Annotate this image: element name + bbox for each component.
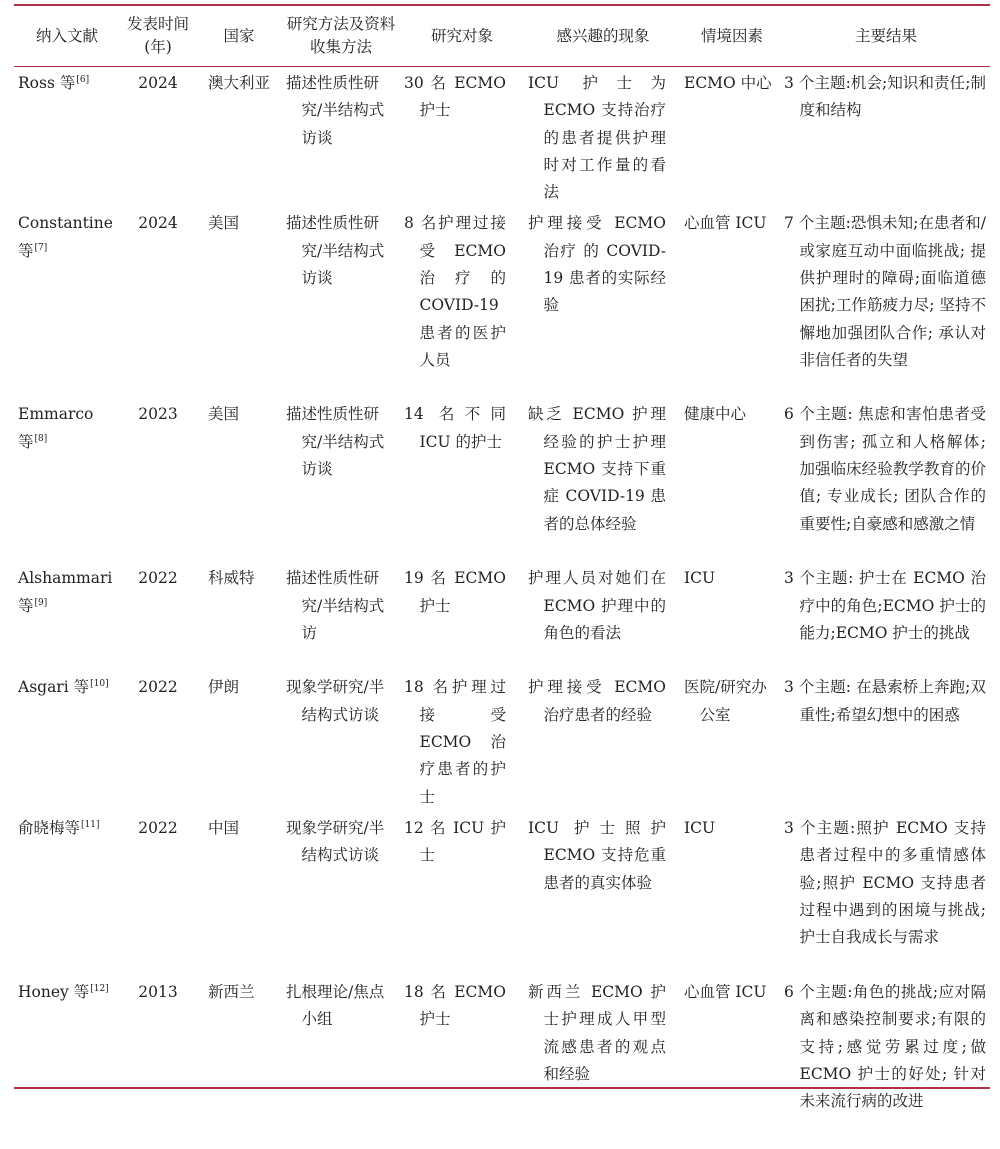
header-ref: 纳入文献 <box>35 26 98 45</box>
ref-cell: Asgari 等[10] <box>18 678 109 697</box>
ref-cell: 俞晓梅等[11] <box>18 818 100 837</box>
phenomenon-cell: 新西兰 ECMO 护士护理成人甲型流感患者的观点和经验 <box>528 982 666 1083</box>
citation-number: [11] <box>81 819 100 830</box>
citation-number: [6] <box>76 74 90 85</box>
ref-cell: Ross 等[6] <box>18 74 90 92</box>
citation-number: [7] <box>34 242 48 253</box>
phenomenon-cell: ICU 护士为 ECMO 支持治疗的患者提供护理时对工作量的看法 <box>528 74 666 202</box>
context-cell: 心血管 ICU <box>684 982 767 1001</box>
subjects-cell: 14 名不同 ICU 的护士 <box>404 405 506 451</box>
method-cell: 描述性质性研究/半结构式访 <box>286 569 385 643</box>
results-cell: 6 个主题:角色的挑战;应对隔离和感染控制要求;有限的支持;感觉劳累过度;做 ECMO 护士的好处; 针对未来流行病的改进 <box>784 982 986 1111</box>
citation-number: [10] <box>90 679 109 690</box>
table-row <box>14 561 990 670</box>
results-cell: 3 个主题:照护 ECMO 支持患者过程中的多重情感体验;照护 ECMO 支持患者过程中遇到的困境与挑战; 护士自我成长与需求 <box>784 818 986 947</box>
literature-table <box>14 6 990 1149</box>
subjects-cell: 12 名 ICU 护士 <box>404 818 506 865</box>
header-year: 发表时间(年) <box>126 15 189 56</box>
context-cell: ICU <box>684 569 716 588</box>
context-cell: 医院/研究办公室 <box>684 678 767 724</box>
year-cell: 2024 <box>138 214 178 233</box>
phenomenon-cell: 护理接受 ECMO 治疗患者的经验 <box>528 678 666 724</box>
citation-number: [8] <box>34 433 48 444</box>
results-cell: 3 个主题: 护士在 ECMO 治疗中的角色;ECMO 护士的能力;ECMO 护士的挑战 <box>784 569 986 643</box>
method-cell: 现象学研究/半结构式访谈 <box>286 818 385 865</box>
year-cell: 2023 <box>138 405 178 424</box>
ref-cell: Honey 等[12] <box>18 982 109 1001</box>
table-row <box>14 975 990 1149</box>
phenomenon-cell: 护理人员对她们在 ECMO 护理中的角色的看法 <box>528 569 666 643</box>
method-cell: 描述性质性研究/半结构式访谈 <box>286 405 385 479</box>
phenomenon-cell: ICU 护士照护 ECMO 支持危重患者的真实体验 <box>528 818 666 892</box>
results-cell: 6 个主题: 焦虑和害怕患者受到伤害; 孤立和人格解体; 加强临床经验教学教育的价值; 专业成长; 团队合作的重要性;自豪感和感激之情 <box>784 405 986 533</box>
header-context: 情境因素 <box>700 26 763 45</box>
results-cell: 3 个主题: 在悬索桥上奔跑;双重性;希望幻想中的困惑 <box>784 678 986 724</box>
table-row <box>14 670 990 810</box>
context-cell: ICU <box>684 818 716 837</box>
country-cell: 新西兰 <box>208 982 255 1001</box>
citation-number: [12] <box>90 983 109 994</box>
ref-cell: Constantine 等[7] <box>18 214 113 260</box>
method-cell: 扎根理论/焦点小组 <box>286 982 385 1029</box>
subjects-cell: 19 名 ECMO 护士 <box>404 569 506 615</box>
country-cell: 科威特 <box>208 569 255 588</box>
table-row <box>14 811 990 975</box>
ref-cell: Alshammari 等[9] <box>18 569 113 615</box>
header-results: 主要结果 <box>854 26 917 45</box>
country-cell: 美国 <box>208 405 240 424</box>
header-subjects: 研究对象 <box>430 26 493 45</box>
ref-cell: Emmarco 等[8] <box>18 405 94 451</box>
method-cell: 描述性质性研究/半结构式访谈 <box>286 214 385 288</box>
citation-number: [9] <box>34 597 48 608</box>
context-cell: 心血管 ICU <box>684 214 767 233</box>
table-row <box>14 66 990 206</box>
year-cell: 2024 <box>138 74 178 92</box>
subjects-cell: 8 名护理过接受 ECMO 治疗的 COVID-19 患者的医护人员 <box>404 214 506 369</box>
table-header-row <box>14 6 990 66</box>
year-cell: 2022 <box>138 818 178 837</box>
country-cell: 伊朗 <box>208 678 240 697</box>
year-cell: 2013 <box>138 982 178 1001</box>
header-country: 国家 <box>223 26 255 45</box>
table-row <box>14 397 990 561</box>
results-cell: 7 个主题:恐惧未知;在患者和/或家庭互动中面临挑战; 提供护理时的障碍;面临道德困扰;工作筋疲力尽; 坚持不懈地加强团队合作; 承认对非信任者的失望 <box>784 214 986 369</box>
year-cell: 2022 <box>138 569 178 588</box>
phenomenon-cell: 缺乏 ECMO 护理经验的护士护理 ECMO 支持下重症 COVID-19 患者的总体经验 <box>528 405 666 533</box>
method-cell: 描述性质性研究/半结构式访谈 <box>286 74 385 147</box>
method-cell: 现象学研究/半结构式访谈 <box>286 678 385 724</box>
header-method: 研究方法及资料收集方法 <box>286 15 396 56</box>
country-cell: 美国 <box>208 214 240 233</box>
context-cell: ECMO 中心 <box>684 74 772 92</box>
results-cell: 3 个主题:机会;知识和责任;制度和结构 <box>784 74 986 120</box>
phenomenon-cell: 护理接受 ECMO 治疗 的 COVID-19 患者的实际经验 <box>528 214 666 315</box>
country-cell: 中国 <box>208 818 240 837</box>
context-cell: 健康中心 <box>684 405 747 424</box>
year-cell: 2022 <box>138 678 178 697</box>
country-cell: 澳大利亚 <box>208 74 271 92</box>
subjects-cell: 18 名护理过接受 ECMO 治疗患者的护士 <box>404 678 506 806</box>
table-row <box>14 206 990 397</box>
header-phenomenon: 感兴趣的现象 <box>556 26 650 45</box>
subjects-cell: 30 名 ECMO 护士 <box>404 74 506 120</box>
subjects-cell: 18 名 ECMO 护士 <box>404 982 506 1029</box>
